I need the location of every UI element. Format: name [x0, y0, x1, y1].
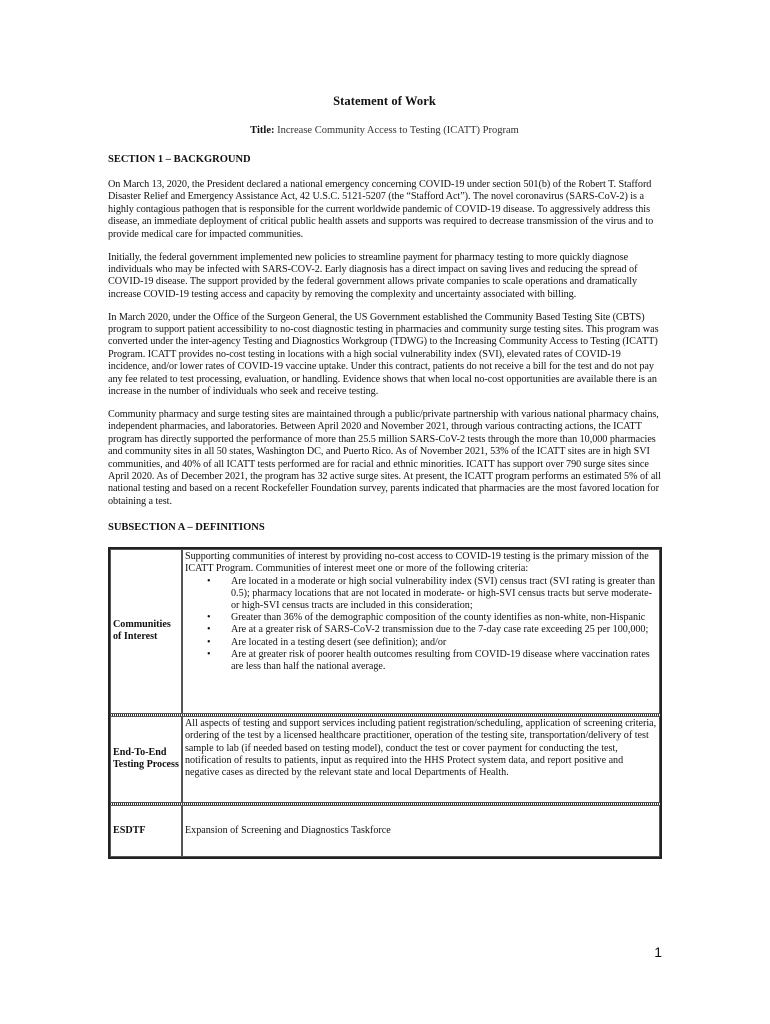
criteria-item [207, 575, 657, 613]
criteria-text: Are located in a testing desert (see definition); and/or [231, 636, 447, 648]
definition-row [110, 716, 660, 803]
document-title: Statement of Work [333, 94, 436, 108]
criteria-list [185, 576, 657, 674]
definition-row [110, 549, 660, 714]
definition-term: End-To-End Testing Process [110, 716, 182, 803]
definition-intro: Supporting communities of interest by providing no-cost access to COVID-19 testing is the primary mission of the ICATT Program. Communities of interest meet one or more of the following criteria: [185, 551, 649, 575]
subsection-heading-definitions: SUBSECTION A – DEFINITIONS [108, 522, 265, 534]
definition-term: Communities of Interest [110, 549, 182, 714]
definition-term: ESDTF [110, 805, 182, 857]
paragraph-federal-policies: Initially, the federal government implemented new policies to streamline payment for pharmacy testing to more quickly diagnose individuals who may be infected with SARS-COV-2. Early diagnosis has a direct impact on saving lives and reducing the spread of COVID-19 disease. The support provided by the federal government allows private companies to scale operations and dramatically increase COVID-19 testing access and capacity by removing the complexity and uncertainty associated with billing. [108, 251, 638, 300]
definition-row [110, 805, 660, 857]
criteria-item [207, 612, 657, 624]
criteria-text: Greater than 36% of the demographic composition of the county identifies as non-white, non-Hispanic [231, 612, 646, 624]
subtitle-value: Increase Community Access to Testing (ICATT) Program [277, 125, 519, 136]
document-subtitle [108, 125, 661, 136]
bullet-icon: • [207, 612, 211, 624]
subtitle-label: Title: [250, 125, 275, 136]
paragraph-partnership: Community pharmacy and surge testing sites are maintained through a public/private partnership with various national pharmacy chains, independent pharmacies, and laboratories. Between April 2020 and November 2021, through various contracting actions, the ICATT program has directly supported the performance of more than 25.5 million SARS-CoV-2 tests through the more than 10,000 pharmacies and community sites in all 50 states, Washington DC, and Puerto Rico. As of November 2021, 53% of the ICATT sites are in high SVI communities, and 40% of all ICATT tests performed are for racial and ethnic minorities. ICATT has support over 790 surge sites since April 2020. As of December 2021, the program has 32 active surge sites. At present, the ICATT program performs an estimated 5% of all national testing and based on a recent Rockefeller Foundation survey, parents indicated that pharmacies are the most favored location for obtaining a test. [108, 409, 661, 507]
criteria-item [207, 648, 657, 673]
bullet-icon: • [207, 648, 211, 660]
paragraph-cbts-program: In March 2020, under the Office of the Surgeon General, the US Government established the Community Based Testing Site (CBTS) program to support patient accessibility to no-cost diagnostic testing in pharmacies and community surge testing sites. This program was converted under the inter-agency Testing and Diagnostics Workgroup (TDWG) to the Increasing Community Access to Testing (ICATT) Program. ICATT provides no-cost testing in locations with a high social vulnerability index (SVI), elevated rates of COVID-19 incidence, and/or lower rates of COVID-19 vaccine uptake. Under this contract, patients do not receive a bill for the test and do not pay any fee related to test processing, evaluation, or handling. Evidence shows that when local no-cost opportunities are available there is an increase in the number of individuals who seek and receive testing. [108, 311, 659, 398]
definition-description: Expansion of Screening and Diagnostics Taskforce [182, 805, 660, 857]
definitions-table [108, 547, 662, 859]
bullet-icon: • [207, 624, 211, 636]
definition-description [182, 549, 660, 714]
definition-description: All aspects of testing and support services including patient registration/scheduling, application of screening criteria, ordering of the test by a licensed healthcare practitioner, operation of the testing site, transportation/delivery of test sample to lab (if needed based on testing model), conduct the test or cover payment for conducting the test, notification of results to patients, input as required into the HHS Protect system data, and report positive and negative cases as directed by the relevant state and local Departments of Health. [182, 716, 660, 803]
criteria-text: Are at a greater risk of SARS-CoV-2 transmission due to the 7-day case rate exceeding 25 per 100,000; [231, 624, 649, 636]
paragraph-national-emergency: On March 13, 2020, the President declared a national emergency concerning COVID-19 under section 501(b) of the Robert T. Stafford Disaster Relief and Emergency Assistance Act, 42 U.S.C. 5121-5207 (the “Stafford Act”). The novel coronavirus (SARS-CoV-2) is a highly contagious pathogen that is responsible for the current worldwide pandemic of COVID-19 disease. To aggressively address this disease, an immediate deployment of critical public health assets and supports was required to decrease transmission of the virus and to provide medical care for impacted communities. [108, 179, 654, 240]
document-body [108, 94, 661, 859]
criteria-item [207, 636, 657, 649]
bullet-icon: • [207, 575, 211, 587]
criteria-text: Are located in a moderate or high social vulnerability index (SVI) census tract (SVI rating is greater than 0.5); pharmacy locations that are not located in moderate- or high-SVI census tracts but serve moderate- or high-SVI census tracts are included in this consideration; [231, 575, 656, 612]
criteria-text: Are at greater risk of poorer health outcomes resulting from COVID-19 disease where vaccination rates are less than half the national average. [231, 648, 650, 673]
page-number: 1 [654, 944, 662, 960]
section-heading-background: SECTION 1 – BACKGROUND [108, 154, 251, 165]
criteria-item [207, 624, 657, 636]
bullet-icon: • [207, 636, 211, 648]
